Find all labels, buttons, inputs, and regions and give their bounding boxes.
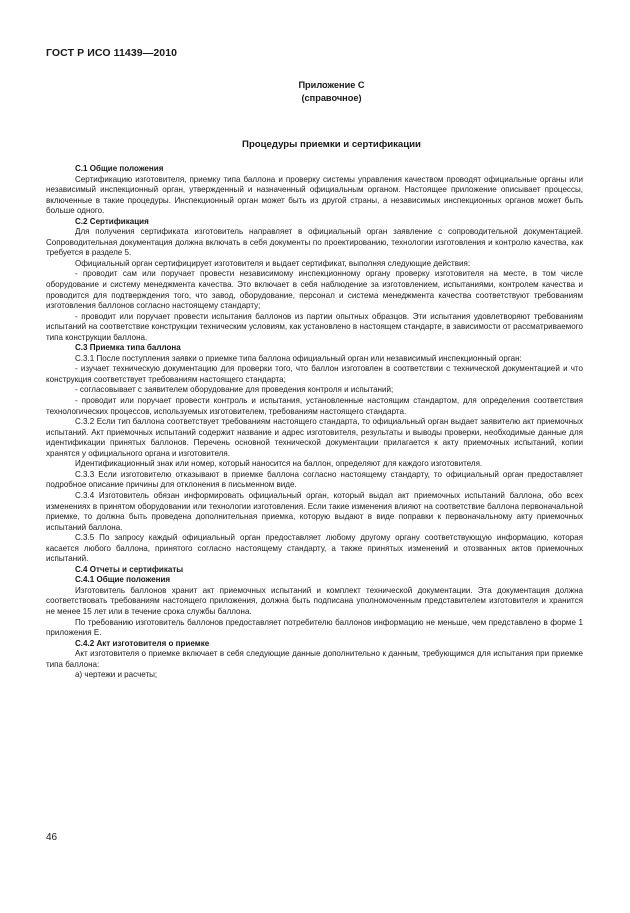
paragraph: - проводит или поручает провести контроль и испытания, установленные настоящим стандартом, для определения соответствия технологических процессов, используемых изготовителем, требованиям настоящего стандарта. <box>46 396 583 416</box>
section-heading: С.1 Общие положения <box>75 164 164 173</box>
paragraph: Идентификационный знак или номер, который наносится на баллон, определяют для каждого изготовителя. <box>75 459 483 469</box>
paragraph: С.3.4 Изготовитель обязан информировать официальный орган, который выдал акт приемочных испытаний баллона, обо всех изменениях в принятом оборудовании или технологии изготовления. Если такие изменения влияют на соответствие баллона первоначальной приемке, то должна быть проведена дополнительная приемка, которую выдают в виде поправки к первоначальному акту приемочных испытаний баллона. <box>46 490 583 532</box>
page-number: 46 <box>46 832 58 843</box>
paragraph: С.3.5 По запросу каждый официальный орган предоставляет любому другому органу соответствующую информацию, которая касается любого баллона, принятого согласно настоящему стандарту, а также принятых изменений и отозванных актов приемочных испытаний. <box>46 533 583 564</box>
paragraph: - согласовывает с заявителем оборудование для проведения контроля и испытаний; <box>75 385 394 395</box>
annex-heading <box>0 79 630 105</box>
section-heading: С.4.2 Акт изготовителя о приемке <box>75 638 210 648</box>
section-heading: С.2 Сертификация <box>75 216 149 226</box>
section-heading: С.4 Отчеты и сертификаты <box>75 564 184 574</box>
annex-type: (справочное) <box>301 93 362 103</box>
annex-title: Процедуры приемки и сертификации <box>242 139 421 150</box>
paragraph: Официальный орган сертифицирует изготовителя и выдает сертификат, выполняя следующие действия: <box>75 258 471 268</box>
standard-designation: ГОСТ Р ИСО 11439—2010 <box>46 47 178 59</box>
paragraph: - изучает техническую документацию для проверки того, что баллон изготовлен в соответствии с технической документацией и что конструкция соответствует требованиям настоящего стандарта; <box>46 364 583 384</box>
paragraph: С.3.2 Если тип баллона соответствует требованиям настоящего стандарта, то официальный орган выдает заявителю акт приемочных испытаний. Акт приемочных испытаний содержит название и адрес изготовителя, результаты и выводы проверки, необходимые данные для идентификации принятых баллонов. Перечень основной технической документации прилагается к акту приемочных испытаний, копии хранятся у официального органа и изготовителя. <box>46 417 583 458</box>
document-body <box>46 164 583 681</box>
paragraph: - проводит или поручает провести испытания баллонов из партии опытных образцов. Эти испытания удовлетворяют требованиям испытаний на соответствие конструкции техническим условиям, как установлено в настоящем стандарте, в зависимости от рассматриваемого типа конструкции баллона. <box>46 311 583 342</box>
paragraph: С.3.1 После поступления заявки о приемке типа баллона официальный орган или независимый инспекционный орган: <box>75 353 522 363</box>
annex-label: Приложение С <box>298 80 365 90</box>
paragraph: Сертификацию изготовителя, приемку типа баллона и проверку системы управления качеством проводят официальные органы или независимый инспекционный орган, утвержденный и назначенный официальным органом. Настоящее приложение описывает процессы, включенные в такие процедуры. Инспекционный орган может быть из другой страны, а независимых инспекционных органов может быть больше одного. <box>46 174 583 216</box>
section-heading: С.4.1 Общие положения <box>75 575 171 585</box>
paragraph: С.3.3 Если изготовителю отказывают в приемке баллона согласно настоящему стандарту, то официальный орган предоставляет подробное описание причины для отклонения в письменном виде. <box>46 469 583 490</box>
section-heading: С.3 Приемка типа баллона <box>75 343 181 353</box>
paragraph: - проводит сам или поручает провести независимому инспекционному органу проверку изготовителя на месте, в том числе оборудование и систему менеджмента качества. Это включает в себя наблюдение за изготовлением, испытаниями, контролем качества и проводится для подтверждения того, что завод, оборудование, персонал и системa менеджмента качества соответствуют требованиям изготовления баллонов согласно настоящему стандарту; <box>46 269 583 311</box>
paragraph: а) чертежи и расчеты; <box>75 670 158 680</box>
paragraph: Изготовитель баллонов хранит акт приемочных испытаний и комплект технической документации. Эта документация должна соответствовать требованиям настоящего приложения, должна быть подписана уполномоченным представителем изготовителя и хранится не менее 15 лет или в течение срока службы баллона. <box>46 585 583 616</box>
paragraph: Для получения сертификата изготовитель направляет в официальный орган заявление с сопроводительной документацией. Сопроводительная документация должна включать в себя документы по проектированию, технологии изготовления и контролю качества, как требуется в разделе 5. <box>46 227 583 258</box>
paragraph: По требованию изготовитель баллонов предоставляет потребителю баллонов информацию не меньше, чем представлено в форме 1 приложения Е. <box>46 617 583 638</box>
paragraph: Акт изготовителя о приемке включает в себя следующие данные дополнительно к данным, требующимся для испытания при приемке типа баллона: <box>46 649 583 669</box>
